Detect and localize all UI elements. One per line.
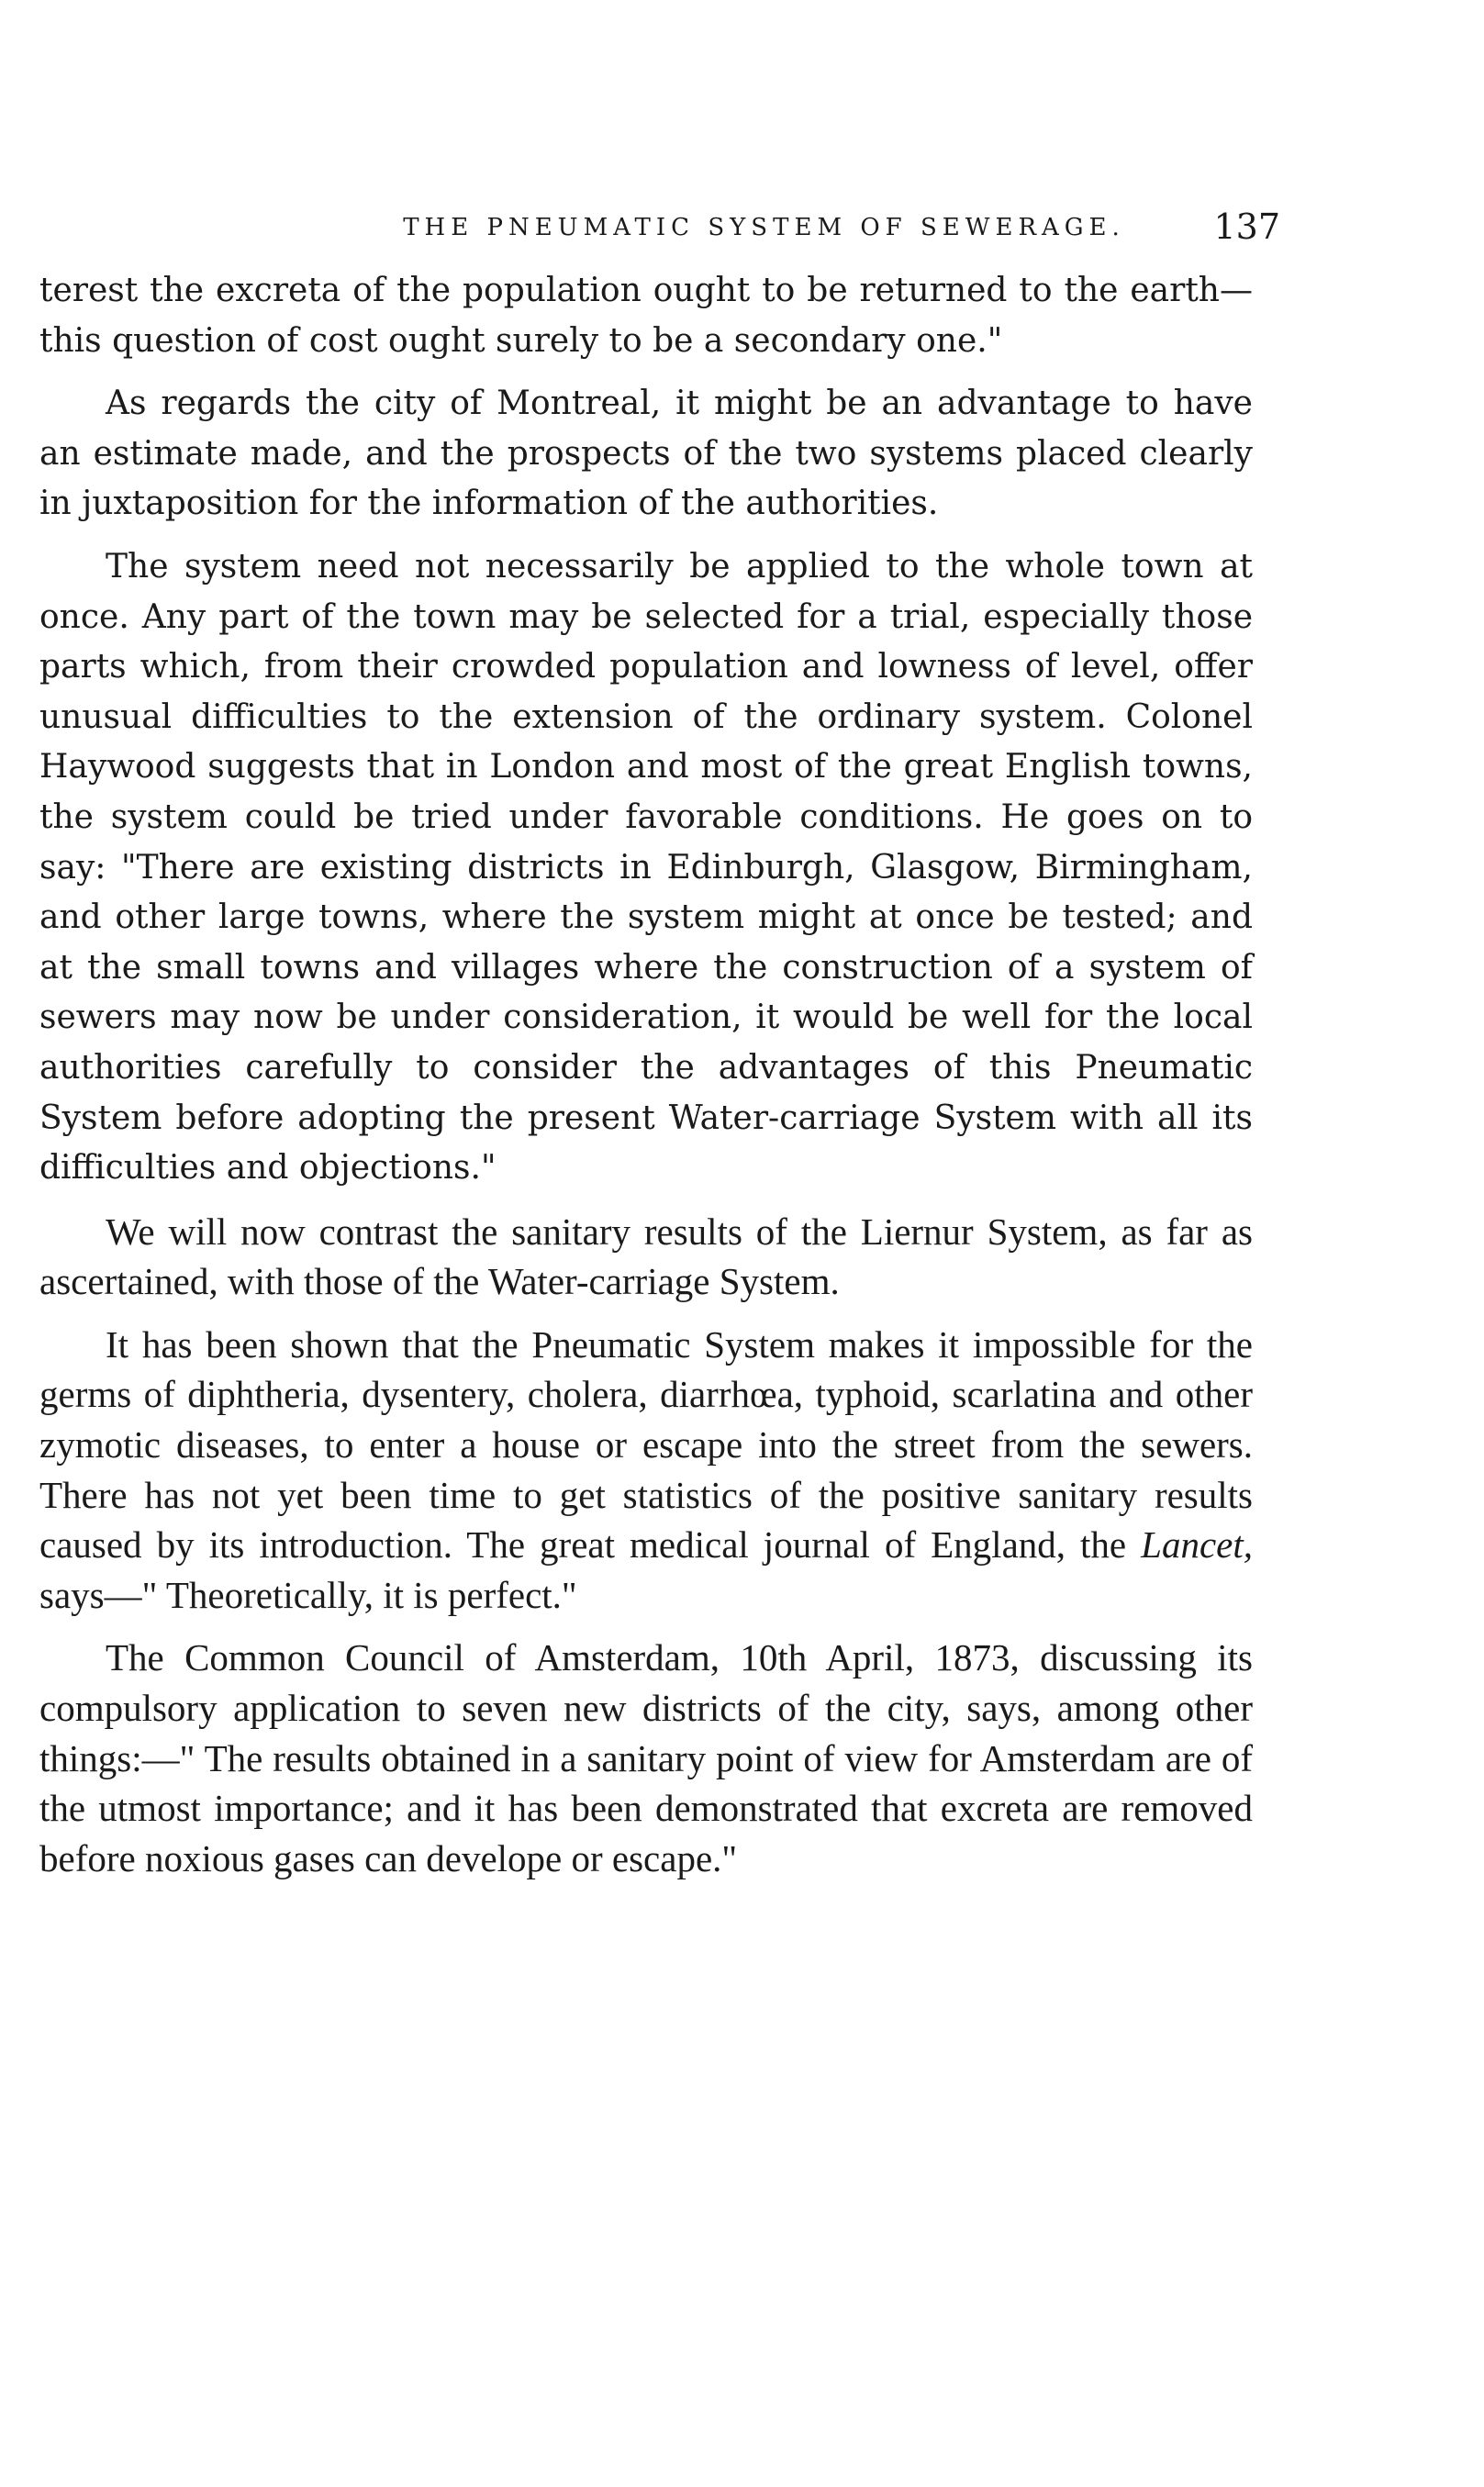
paragraph-amsterdam: The Common Council of Amsterdam, 10th April, 1873, discussing its compulsory application to seven new districts of the city, says, among other things:—" The results obtained in a sanitary point of view for Amsterdam are of the utmost importance; and it has been demonstrated that excreta are removed before noxious gases can develope or escape." (39, 1636, 1253, 1879)
paragraph-trial: The system need not necessarily be applied to the whole town at once. Any part of the town may be selected for a trial, especially those parts which, from their crowded population and lowness of level, offer unusual difficulties to the extension of the ordinary system. Colonel Haywood suggests that in London and most of the great English towns, the system could be tried under favorable conditions. He goes on to say: "There are existing districts in Edinburgh, Glasgow, Birmingham, and other large towns, where the system might at once be tested; and at the small towns and villages where the construction of a system of sewers may now be under consideration, it would be well for the local authorities carefully to consider the advantages of this Pneumatic System before adopting the present Water-carriage System with all its difficulties and objections." (39, 547, 1253, 1188)
paragraph-contrast: We will now contrast the sanitary results of the Liernur System, as far as ascertained, with those of the Water-carriage System. (39, 1210, 1253, 1303)
paragraph-continuation: terest the excreta of the population ought to be returned to the earth—this question of cost ought surely to be a secondary one." (39, 272, 1253, 360)
page-number: 137 (1213, 206, 1280, 247)
running-head (248, 206, 1280, 262)
paragraph-germs-quote: says—" Theoretically, it is perfect." (39, 1573, 577, 1616)
running-title: THE PNEUMATIC SYSTEM OF SEWERAGE. (403, 214, 1125, 241)
paragraph-montreal: As regards the city of Montreal, it might be an advantage to have an estimate made, and the prospects of the two systems placed clearly in juxtaposition for the information of the authorities. (39, 385, 1253, 523)
lancet-title: Lancet, (1141, 1523, 1253, 1567)
body-text (39, 266, 1253, 1896)
paragraph-germs-text: It has been shown that the Pneumatic System makes it impossible for the germs of diphtheria, dysentery, cholera, diarrhœa, typhoid, scarlatina and other zymotic diseases, to enter a house or escape into the street from the sewers. There has not yet been time to get statistics of the positive sanitary results caused by its introduction. The great medical journal of England, the (39, 1322, 1253, 1567)
paragraph-germs (39, 1320, 1253, 1621)
